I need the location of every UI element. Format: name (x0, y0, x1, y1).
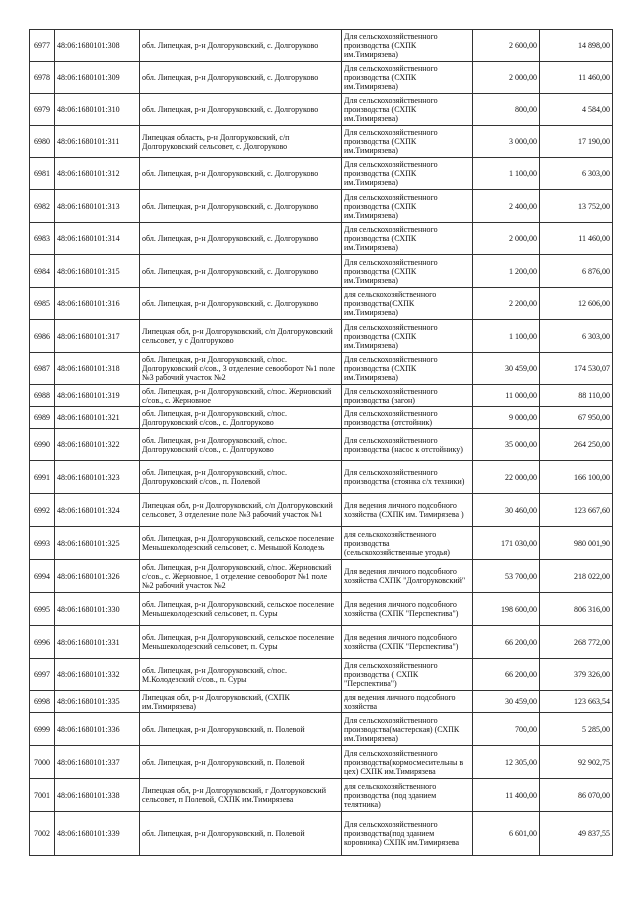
cadastral-number: 48:06:1680101:316 (55, 288, 140, 320)
area-cell: 66 200,00 (473, 626, 540, 659)
area-cell: 1 100,00 (473, 320, 540, 353)
address-cell: обл. Липецкая, р-н Долгоруковский, с. Долгоруково (140, 190, 342, 223)
permitted-use-cell: для сельскохозяйственного производства (сельскохозяйственные угодья) (342, 527, 473, 560)
permitted-use-cell: Для сельскохозяйственного производства (загон) (342, 385, 473, 407)
address-cell: обл. Липецкая, р-н Долгоруковский, с/пос. Жерновский с/сов., с. Жерновное (140, 385, 342, 407)
address-cell: Липецкая обл, р-н Долгоруковский, с/п Долгоруковский сельсовет, у с Долгоруково (140, 320, 342, 353)
table-row (30, 223, 613, 255)
table-row (30, 461, 613, 494)
area-cell: 66 200,00 (473, 659, 540, 691)
row-number: 6991 (30, 461, 55, 494)
cadastral-value-cell: 6 303,00 (540, 320, 613, 353)
row-number: 7002 (30, 812, 55, 856)
row-number: 6993 (30, 527, 55, 560)
cadastral-number: 48:06:1680101:312 (55, 158, 140, 190)
area-cell: 35 000,00 (473, 429, 540, 461)
table-row (30, 320, 613, 353)
area-cell: 2 400,00 (473, 190, 540, 223)
address-cell: обл. Липецкая, р-н Долгоруковский, с. Долгоруково (140, 158, 342, 190)
cadastral-number: 48:06:1680101:322 (55, 429, 140, 461)
row-number: 6984 (30, 255, 55, 288)
table-body (30, 30, 613, 856)
area-cell: 30 459,00 (473, 691, 540, 713)
row-number: 6998 (30, 691, 55, 713)
permitted-use-cell: Для ведения личного подсобного хозяйства (СХПК "Перспектива") (342, 593, 473, 626)
address-cell: Липецкая область, р-н Долгоруковский, с/п Долгоруковский сельсовет, с. Долгоруково (140, 126, 342, 158)
area-cell: 2 000,00 (473, 223, 540, 255)
row-number: 6977 (30, 30, 55, 62)
table-row (30, 353, 613, 385)
cadastral-number: 48:06:1680101:311 (55, 126, 140, 158)
table-row (30, 691, 613, 713)
address-cell: обл. Липецкая, р-н Долгоруковский, п. Полевой (140, 812, 342, 856)
permitted-use-cell: Для сельскохозяйственного производства (СХПК им.Тимирязева) (342, 30, 473, 62)
cadastral-value-cell: 88 110,00 (540, 385, 613, 407)
permitted-use-cell: Для сельскохозяйственного производства (СХПК им.Тимирязева) (342, 94, 473, 126)
cadastral-number: 48:06:1680101:335 (55, 691, 140, 713)
cadastral-number: 48:06:1680101:331 (55, 626, 140, 659)
row-number: 6988 (30, 385, 55, 407)
area-cell: 2 200,00 (473, 288, 540, 320)
area-cell: 22 000,00 (473, 461, 540, 494)
row-number: 7000 (30, 746, 55, 779)
permitted-use-cell: Для ведения личного подсобного хозяйства СХПК "Долгоруковский" (342, 560, 473, 593)
land-plots-table (29, 29, 613, 856)
address-cell: обл. Липецкая, р-н Долгоруковский, с. Долгоруково (140, 223, 342, 255)
cadastral-value-cell: 268 772,00 (540, 626, 613, 659)
row-number: 6995 (30, 593, 55, 626)
row-number: 6997 (30, 659, 55, 691)
table-row (30, 626, 613, 659)
address-cell: обл. Липецкая, р-н Долгоруковский, с. Долгоруково (140, 288, 342, 320)
permitted-use-cell: Для ведения личного подсобного хозяйства (СХПК "Перспектива") (342, 626, 473, 659)
cadastral-value-cell: 12 606,00 (540, 288, 613, 320)
table-row (30, 812, 613, 856)
area-cell: 30 459,00 (473, 353, 540, 385)
cadastral-value-cell: 123 663,54 (540, 691, 613, 713)
address-cell: обл. Липецкая, р-н Долгоруковский, с. Долгоруково (140, 62, 342, 94)
table-row (30, 190, 613, 223)
permitted-use-cell: Для сельскохозяйственного производства (стоянка с/х техники) (342, 461, 473, 494)
area-cell: 198 600,00 (473, 593, 540, 626)
cadastral-number: 48:06:1680101:318 (55, 353, 140, 385)
permitted-use-cell: Для сельскохозяйственного производства (насос к отстойнику) (342, 429, 473, 461)
address-cell: обл. Липецкая, р-н Долгоруковский, с. Долгоруково (140, 94, 342, 126)
address-cell: Липецкая обл, р-н Долгоруковский, (СХПК им.Тимирязева) (140, 691, 342, 713)
permitted-use-cell: Для сельскохозяйственного производства (СХПК им.Тимирязева) (342, 223, 473, 255)
cadastral-number: 48:06:1680101:326 (55, 560, 140, 593)
cadastral-value-cell: 4 584,00 (540, 94, 613, 126)
area-cell: 30 460,00 (473, 494, 540, 527)
cadastral-number: 48:06:1680101:338 (55, 779, 140, 812)
permitted-use-cell: Для сельскохозяйственного производства (отстойник) (342, 407, 473, 429)
area-cell: 12 305,00 (473, 746, 540, 779)
permitted-use-cell: Для сельскохозяйственного производства ( СХПК "Перспектива") (342, 659, 473, 691)
row-number: 6978 (30, 62, 55, 94)
cadastral-value-cell: 174 530,07 (540, 353, 613, 385)
cadastral-value-cell: 166 100,00 (540, 461, 613, 494)
address-cell: обл. Липецкая, р-н Долгоруковский, с/пос. Долгоруковский с/сов., п. Полевой (140, 461, 342, 494)
cadastral-value-cell: 6 303,00 (540, 158, 613, 190)
cadastral-value-cell: 980 001,90 (540, 527, 613, 560)
table-row (30, 158, 613, 190)
row-number: 6996 (30, 626, 55, 659)
table-row (30, 385, 613, 407)
row-number: 6983 (30, 223, 55, 255)
table-row (30, 593, 613, 626)
row-number: 6982 (30, 190, 55, 223)
cadastral-value-cell: 806 316,00 (540, 593, 613, 626)
area-cell: 3 000,00 (473, 126, 540, 158)
cadastral-number: 48:06:1680101:308 (55, 30, 140, 62)
address-cell: обл. Липецкая, р-н Долгоруковский, п. Полевой (140, 746, 342, 779)
area-cell: 1 100,00 (473, 158, 540, 190)
cadastral-number: 48:06:1680101:315 (55, 255, 140, 288)
table-row (30, 713, 613, 746)
cadastral-number: 48:06:1680101:317 (55, 320, 140, 353)
area-cell: 2 600,00 (473, 30, 540, 62)
cadastral-number: 48:06:1680101:330 (55, 593, 140, 626)
address-cell: обл. Липецкая, р-н Долгоруковский, сельское поселение Меньшеколодезский сельсовет, п. Суры (140, 626, 342, 659)
cadastral-value-cell: 67 950,00 (540, 407, 613, 429)
permitted-use-cell: Для сельскохозяйственного производства(мастерская) (СХПК им.Тимирязева) (342, 713, 473, 746)
permitted-use-cell: Для сельскохозяйственного производства (СХПК им.Тимирязева) (342, 255, 473, 288)
address-cell: обл. Липецкая, р-н Долгоруковский, п. Полевой (140, 713, 342, 746)
address-cell: обл. Липецкая, р-н Долгоруковский, с/пос. Долгоруковский с/сов., с. Долгоруково (140, 429, 342, 461)
permitted-use-cell: Для сельскохозяйственного производства (СХПК им.Тимирязева) (342, 158, 473, 190)
permitted-use-cell: Для сельскохозяйственного производства (СХПК им.Тимирязева) (342, 320, 473, 353)
permitted-use-cell: для сельскохозяйственного производства(СХПК им.Тимирязева) (342, 288, 473, 320)
table-row (30, 659, 613, 691)
permitted-use-cell: Для сельскохозяйственного производства (СХПК им.Тимирязева) (342, 190, 473, 223)
address-cell: обл. Липецкая, р-н Долгоруковский, сельское поселение Меньшеколодезский сельсовет, с. Меньшой Колодезь (140, 527, 342, 560)
area-cell: 1 200,00 (473, 255, 540, 288)
address-cell: Липецкая обл, р-н Долгоруковский, с/п Долгоруковский сельсовет, 3 отделение поле №3 рабочий участок №1 (140, 494, 342, 527)
table-row (30, 746, 613, 779)
permitted-use-cell: Для сельскохозяйственного производства(кормосмесительны в цех) СХПК им.Тимирязева (342, 746, 473, 779)
address-cell: обл. Липецкая, р-н Долгоруковский, с/пос. М.Колодезский с/сов., п. Суры (140, 659, 342, 691)
cadastral-number: 48:06:1680101:337 (55, 746, 140, 779)
area-cell: 6 601,00 (473, 812, 540, 856)
cadastral-value-cell: 11 460,00 (540, 223, 613, 255)
permitted-use-cell: Для сельскохозяйственного производства (СХПК им.Тимирязева) (342, 353, 473, 385)
cadastral-value-cell: 264 250,00 (540, 429, 613, 461)
row-number: 6981 (30, 158, 55, 190)
row-number: 6986 (30, 320, 55, 353)
cadastral-value-cell: 49 837,55 (540, 812, 613, 856)
address-cell: обл. Липецкая, р-н Долгоруковский, с. Долгоруково (140, 30, 342, 62)
table-row (30, 126, 613, 158)
permitted-use-cell: для сельскохозяйственного производства (под зданием телятника) (342, 779, 473, 812)
cadastral-number: 48:06:1680101:313 (55, 190, 140, 223)
address-cell: обл. Липецкая, р-н Долгоруковский, с/пос. Долгоруковский с/сов., 3 отделение севооборот №1 поле №3 рабочий участок №2 (140, 353, 342, 385)
address-cell: обл. Липецкая, р-н Долгоруковский, с/пос. Долгоруковский с/сов., с. Долгоруково (140, 407, 342, 429)
table-row (30, 94, 613, 126)
cadastral-value-cell: 13 752,00 (540, 190, 613, 223)
cadastral-number: 48:06:1680101:339 (55, 812, 140, 856)
cadastral-value-cell: 11 460,00 (540, 62, 613, 94)
row-number: 6990 (30, 429, 55, 461)
row-number: 7001 (30, 779, 55, 812)
area-cell: 11 000,00 (473, 385, 540, 407)
cadastral-value-cell: 123 667,60 (540, 494, 613, 527)
cadastral-value-cell: 17 190,00 (540, 126, 613, 158)
cadastral-value-cell: 86 070,00 (540, 779, 613, 812)
row-number: 6994 (30, 560, 55, 593)
row-number: 6979 (30, 94, 55, 126)
table-row (30, 62, 613, 94)
cadastral-number: 48:06:1680101:309 (55, 62, 140, 94)
permitted-use-cell: Для сельскохозяйственного производства(под зданием коровника) СХПК им.Тимирязева (342, 812, 473, 856)
cadastral-value-cell: 379 326,00 (540, 659, 613, 691)
cadastral-value-cell: 92 902,75 (540, 746, 613, 779)
cadastral-number: 48:06:1680101:324 (55, 494, 140, 527)
permitted-use-cell: для ведения личного подсобного хозяйства (342, 691, 473, 713)
permitted-use-cell: Для ведения личного подсобного хозяйства (СХПК им. Тимирязева ) (342, 494, 473, 527)
address-cell: обл. Липецкая, р-н Долгоруковский, с. Долгоруково (140, 255, 342, 288)
cadastral-number: 48:06:1680101:319 (55, 385, 140, 407)
row-number: 6989 (30, 407, 55, 429)
area-cell: 700,00 (473, 713, 540, 746)
cadastral-value-cell: 218 022,00 (540, 560, 613, 593)
table-row (30, 30, 613, 62)
table-row (30, 560, 613, 593)
cadastral-number: 48:06:1680101:325 (55, 527, 140, 560)
table-row (30, 429, 613, 461)
permitted-use-cell: Для сельскохозяйственного производства (СХПК им.Тимирязева) (342, 62, 473, 94)
row-number: 6980 (30, 126, 55, 158)
cadastral-value-cell: 6 876,00 (540, 255, 613, 288)
cadastral-number: 48:06:1680101:332 (55, 659, 140, 691)
row-number: 6999 (30, 713, 55, 746)
table-row (30, 255, 613, 288)
table-row (30, 288, 613, 320)
table-row (30, 527, 613, 560)
cadastral-number: 48:06:1680101:323 (55, 461, 140, 494)
row-number: 6987 (30, 353, 55, 385)
table-row (30, 494, 613, 527)
area-cell: 11 400,00 (473, 779, 540, 812)
cadastral-number: 48:06:1680101:310 (55, 94, 140, 126)
row-number: 6985 (30, 288, 55, 320)
cadastral-value-cell: 5 285,00 (540, 713, 613, 746)
cadastral-number: 48:06:1680101:321 (55, 407, 140, 429)
address-cell: Липецкая обл, р-н Долгоруковский, г Долгоруковский сельсовет, п Полевой, СХПК им.Тимирязева (140, 779, 342, 812)
address-cell: обл. Липецкая, р-н Долгоруковский, сельское поселение Меньшеколодезский сельсовет, п. Суры (140, 593, 342, 626)
area-cell: 800,00 (473, 94, 540, 126)
cadastral-number: 48:06:1680101:314 (55, 223, 140, 255)
area-cell: 2 000,00 (473, 62, 540, 94)
row-number: 6992 (30, 494, 55, 527)
permitted-use-cell: Для сельскохозяйственного производства (СХПК им.Тимирязева) (342, 126, 473, 158)
cadastral-value-cell: 14 898,00 (540, 30, 613, 62)
table-row (30, 779, 613, 812)
area-cell: 9 000,00 (473, 407, 540, 429)
area-cell: 53 700,00 (473, 560, 540, 593)
address-cell: обл. Липецкая, р-н Долгоруковский, с/пос. Жерновский с/сов., с. Жерновное, 1 отделение севооборот №1 поле №2 рабочий участок №2 (140, 560, 342, 593)
area-cell: 171 030,00 (473, 527, 540, 560)
cadastral-number: 48:06:1680101:336 (55, 713, 140, 746)
table-row (30, 407, 613, 429)
